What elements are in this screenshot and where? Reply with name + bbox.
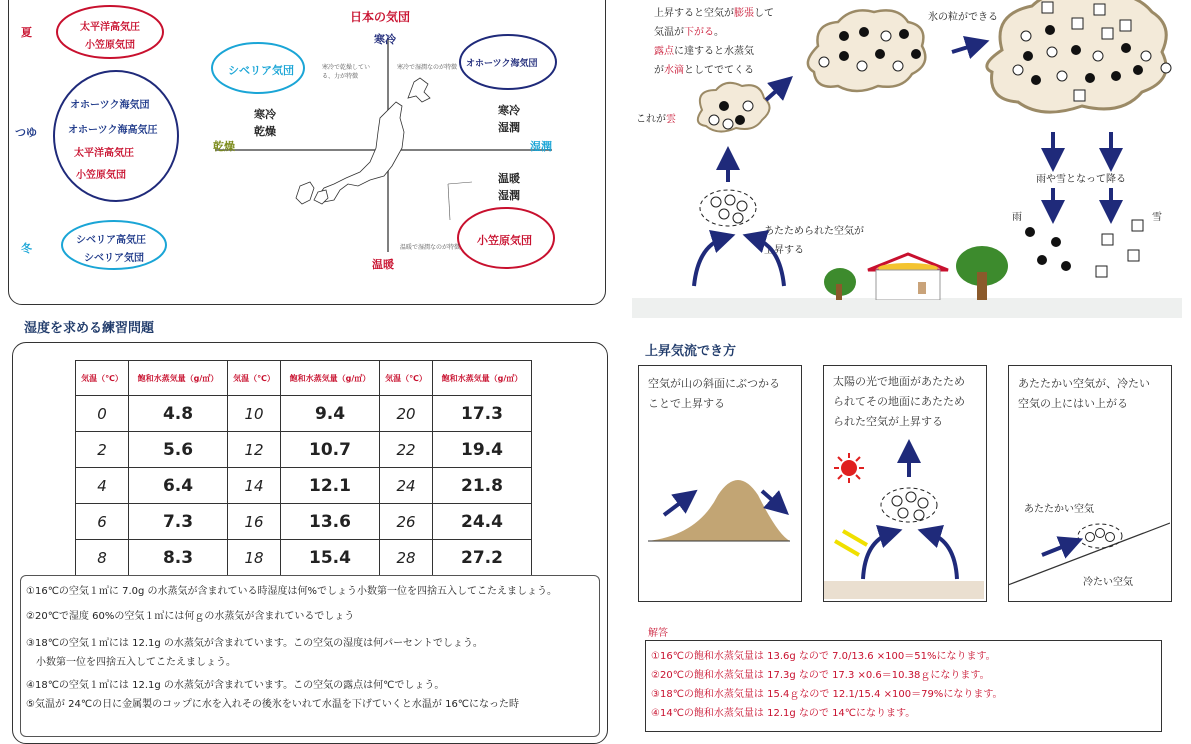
question-5: ⑤気温が 24℃の日に金属製のコップに水を入れその後氷をいれて水温を下げていくと水温が 16℃になった時 <box>26 699 520 710</box>
col-vapor-2: 飽和水蒸気量（g/㎥） <box>281 361 380 396</box>
cold-air-label: 冷たい空気 <box>1083 577 1133 588</box>
okhotsk-air-mass: オホーツク海気団 <box>466 59 538 69</box>
table-row: 8 8.3 18 15.4 28 27.2 <box>76 540 532 576</box>
warm-air-label: あたたかい空気 <box>1024 504 1094 515</box>
col-vapor-1: 飽和水蒸気量（g/㎥） <box>129 361 228 396</box>
col-vapor-3: 飽和水蒸気量（g/㎥） <box>433 361 532 396</box>
updraft-heading: 上昇気流でき方 <box>645 344 737 359</box>
snow-label: 雪 <box>1152 212 1162 223</box>
summer-item-2: 小笠原気団 <box>85 40 135 51</box>
saturation-table <box>75 360 532 576</box>
updraft-box-mountain-text: 空気が山の斜面にぶつかる ことで上昇する <box>648 377 780 410</box>
answer-1: ①16℃の飽和水蒸気量は 13.6g なので 7.0/13.6 ×100＝51%になります。 <box>651 651 996 662</box>
axis-left-label: 乾燥 <box>213 140 235 153</box>
question-1: ①16℃の空気１㎥に 7.0g の水蒸気が含まれている時湿度は何%でしょう小数第一位を四捨五入してこたえましょう。 <box>26 586 558 597</box>
tsuyu-item-3: 太平洋高気圧 <box>74 148 134 159</box>
map-title: 日本の気団 <box>350 10 411 24</box>
quadrant-bottom-right: 温暖 湿潤 <box>498 172 520 202</box>
winter-item-1: シベリア高気圧 <box>76 235 146 246</box>
note-okhotsk: 寒冷で湿潤なのが特徴 <box>397 64 458 71</box>
quadrant-top-left: 寒冷 乾燥 <box>254 108 276 138</box>
cloud-text-3: 露点に達すると水蒸気 <box>654 46 754 57</box>
axis-top-label: 寒冷 <box>374 33 396 46</box>
rain-label: 雨 <box>1012 212 1022 223</box>
fall-label: 雨や雪となって降る <box>1036 174 1126 185</box>
axis-right-label: 湿潤 <box>530 140 552 153</box>
ice-label: 氷の粒ができる <box>928 12 998 23</box>
answer-2: ②20℃の飽和水蒸気量は 17.3g なので 17.3 ×0.6＝10.38ｇになります。 <box>651 670 990 681</box>
table-row: 4 6.4 14 12.1 24 21.8 <box>76 468 532 504</box>
note-ogasawara: 温暖で湿潤なのが特徴 <box>400 244 461 251</box>
tsuyu-item-4: 小笠原気団 <box>76 170 126 181</box>
warmed-air-label-1: あたためられた空気が <box>764 226 864 237</box>
question-3: ③18℃の空気１㎥には 12.1g の水蒸気が含まれています。この空気の湿度は何パーセントでしょう。 <box>26 638 483 649</box>
siberia-air-mass: シベリア気団 <box>228 64 294 77</box>
updraft-box-sun-text: 太陽の光で地面があたため られてその地面にあたため られた空気が上昇する <box>833 375 965 428</box>
cloud-text-5: これが雲 <box>636 114 676 125</box>
answer-4: ④14℃の飽和水蒸気量は 12.1g なので 14℃になります。 <box>651 708 916 719</box>
warmed-air-label-2: 上昇する <box>764 245 804 256</box>
updraft-box-front-text: あたたかい空気が、冷たい 空気の上にはい上がる <box>1018 377 1150 410</box>
table-row: 6 7.3 16 13.6 26 24.4 <box>76 504 532 540</box>
tsuyu-item-2: オホーツク海高気圧 <box>68 125 158 136</box>
humidity-heading: 湿度を求める練習問題 <box>24 321 155 336</box>
cloud-text-4: が水滴としてでてくる <box>654 65 754 76</box>
cloud-text-2: 気温が下がる。 <box>654 27 724 38</box>
season-summer: 夏 <box>21 26 32 39</box>
col-temp-2: 気温（℃） <box>228 361 281 396</box>
answers-heading: 解答 <box>648 628 668 639</box>
season-tsuyu: つゆ <box>15 126 37 139</box>
col-temp-1: 気温（℃） <box>76 361 129 396</box>
cloud-text-1: 上昇すると空気が膨張して <box>654 8 774 19</box>
answer-3: ③18℃の飽和水蒸気量は 15.4ｇなので 12.1/15.4 ×100＝79%になります。 <box>651 689 1003 700</box>
table-row: 0 4.8 10 9.4 20 17.3 <box>76 396 532 432</box>
summer-item-1: 太平洋高気圧 <box>80 22 140 33</box>
quadrant-top-right: 寒冷 湿潤 <box>498 104 520 134</box>
question-4: ④18℃の空気１㎥には 12.1g の水蒸気が含まれています。この空気の露点は何℃でしょう。 <box>26 680 445 691</box>
mountain-illustration <box>638 365 800 600</box>
col-temp-3: 気温（℃） <box>380 361 433 396</box>
tsuyu-item-1: オホーツク海気団 <box>70 100 150 111</box>
ogasawara-air-mass: 小笠原気団 <box>477 234 532 247</box>
note-siberia: 寒冷で乾燥している、力が特徴 <box>322 64 371 80</box>
table-row: 2 5.6 12 10.7 22 19.4 <box>76 432 532 468</box>
question-2: ②20℃で湿度 60%の空気１㎥には何ｇの水蒸気が含まれているでしょう <box>26 611 355 622</box>
question-3-cont: 小数第一位を四捨五入してこたえましょう。 <box>36 657 236 668</box>
winter-item-2: シベリア気団 <box>84 253 144 264</box>
sun-illustration <box>823 365 985 600</box>
front-illustration <box>1008 365 1170 600</box>
axis-bottom-label: 温暖 <box>372 258 394 271</box>
cloud-illustration <box>632 0 1182 300</box>
sun-icon <box>841 460 857 476</box>
ground <box>632 298 1182 318</box>
season-winter: 冬 <box>21 242 32 255</box>
